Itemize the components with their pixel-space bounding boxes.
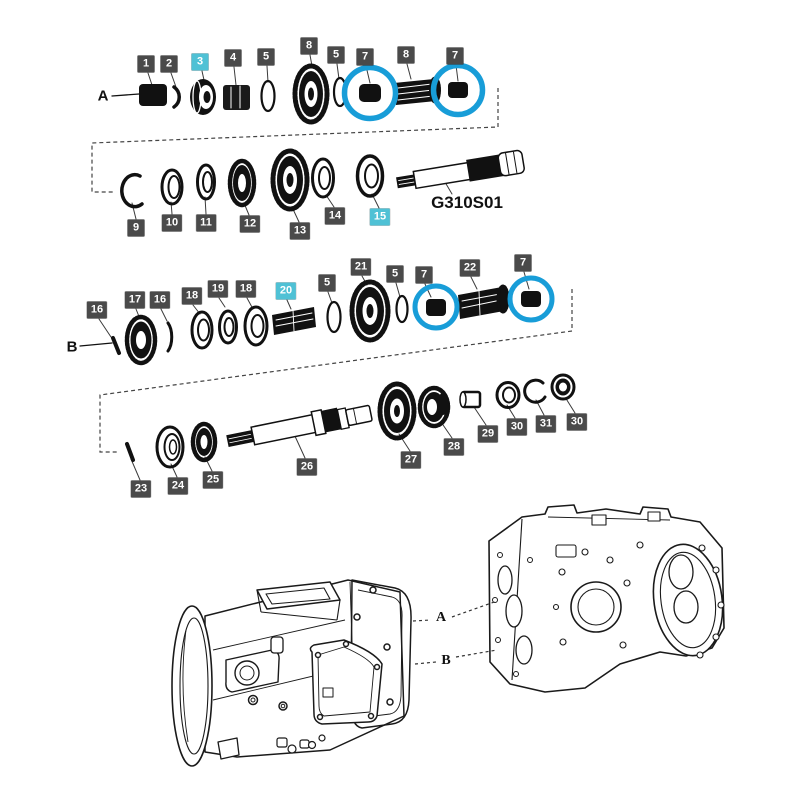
part-label-16[interactable]: 16: [150, 292, 170, 309]
part-7-nut[interactable]: [521, 291, 541, 307]
part-label-8[interactable]: 8: [301, 38, 318, 55]
part-label-1[interactable]: 1: [138, 56, 155, 73]
part-15-bearing: [358, 156, 383, 196]
part-label-30[interactable]: 30: [507, 419, 527, 436]
part-17-gear: [127, 317, 155, 363]
housing-right: [489, 505, 729, 692]
part-label-23[interactable]: 23: [131, 481, 151, 498]
part-30-bearing: [552, 375, 574, 399]
part-label-5[interactable]: 5: [319, 275, 336, 292]
part-5-snap-ring: [328, 302, 341, 332]
part-label-16[interactable]: 16: [87, 302, 107, 319]
part-label-5[interactable]: 5: [387, 266, 404, 283]
part-label-18[interactable]: 18: [236, 281, 256, 298]
part-2-clip: [174, 87, 179, 107]
part-label-9[interactable]: 9: [128, 220, 145, 237]
part-label-12[interactable]: 12: [240, 216, 260, 233]
part-label-19[interactable]: 19: [208, 281, 228, 298]
part-label-10[interactable]: 10: [162, 215, 182, 232]
housing-marker-a: A: [435, 610, 447, 625]
part-19-ring: [220, 311, 237, 343]
part-13-gear: [273, 151, 307, 209]
part-18-bearing: [192, 312, 212, 348]
part-label-2[interactable]: 2: [161, 56, 178, 73]
part-29-spacer: [460, 392, 480, 407]
part-label-4[interactable]: 4: [225, 50, 242, 67]
part-label-5[interactable]: 5: [258, 49, 275, 66]
part-9-ring: [122, 175, 142, 207]
part-label-14[interactable]: 14: [325, 208, 345, 225]
part-22-spline-coupler: [458, 286, 508, 319]
part-28-gear: [420, 388, 449, 426]
row-marker-b: B: [66, 338, 78, 356]
part-label-28[interactable]: 28: [444, 439, 464, 456]
part-label-15[interactable]: 15: [370, 209, 390, 226]
part-label-30[interactable]: 30: [567, 414, 587, 431]
part-label-3[interactable]: 3: [192, 54, 209, 71]
row-marker-a: A: [97, 87, 109, 105]
part-21-gear: [352, 282, 388, 340]
part-label-7[interactable]: 7: [447, 48, 464, 65]
part-label-11[interactable]: 11: [196, 215, 216, 232]
part-label-18[interactable]: 18: [182, 288, 202, 305]
part-7-nut[interactable]: [359, 84, 381, 102]
part-16-clip: [168, 323, 172, 351]
part-label-7[interactable]: 7: [416, 267, 433, 284]
part-7-nut[interactable]: [448, 82, 468, 98]
part-14-bearing: [313, 159, 334, 197]
part-10-bearing: [162, 170, 182, 204]
part-label-13[interactable]: 13: [290, 223, 310, 240]
part-12-gear: [230, 161, 254, 205]
drawing-code: G310S01: [431, 193, 503, 212]
part-label-24[interactable]: 24: [168, 478, 188, 495]
part-27-gear: [380, 384, 414, 438]
part-24-bearing: [157, 427, 183, 467]
part-31-snap-ring: [525, 380, 545, 402]
part-label-7[interactable]: 7: [515, 255, 532, 272]
part-label-29[interactable]: 29: [478, 426, 498, 443]
part-16-pin: [113, 338, 119, 353]
part-label-5[interactable]: 5: [328, 47, 345, 64]
part-20-spline-shaft: [272, 307, 316, 335]
part-3-bearing: [190, 79, 216, 115]
part-8-gear: [295, 66, 327, 122]
part-11-ring: [198, 165, 215, 199]
part-label-8[interactable]: 8: [398, 47, 415, 64]
housing-leader-lines: [413, 601, 497, 664]
part-label-20[interactable]: 20: [276, 283, 296, 300]
part-label-27[interactable]: 27: [401, 452, 421, 469]
part-5-snap-ring: [262, 81, 275, 111]
part-23-pin: [127, 444, 133, 460]
shaft-row-b: [80, 272, 541, 363]
part-25-gear: [193, 424, 215, 460]
part-30-bearing: [497, 383, 519, 408]
part-5-snap-ring: [397, 296, 408, 322]
part-label-17[interactable]: 17: [125, 292, 145, 309]
part-7-nut[interactable]: [426, 299, 446, 316]
housing-marker-b: B: [441, 653, 451, 668]
part-label-21[interactable]: 21: [351, 259, 371, 276]
part-label-26[interactable]: 26: [297, 459, 317, 476]
part-1-nut: [139, 84, 167, 106]
part-shaft-g310s01: [395, 150, 525, 193]
part-label-22[interactable]: 22: [460, 260, 480, 277]
part-label-7[interactable]: 7: [357, 49, 374, 66]
part-label-31[interactable]: 31: [536, 416, 556, 433]
part-18-bearing: [245, 307, 267, 345]
housing-left: [172, 580, 411, 766]
part-label-25[interactable]: 25: [203, 472, 223, 489]
part-4-coupler: [223, 85, 250, 110]
